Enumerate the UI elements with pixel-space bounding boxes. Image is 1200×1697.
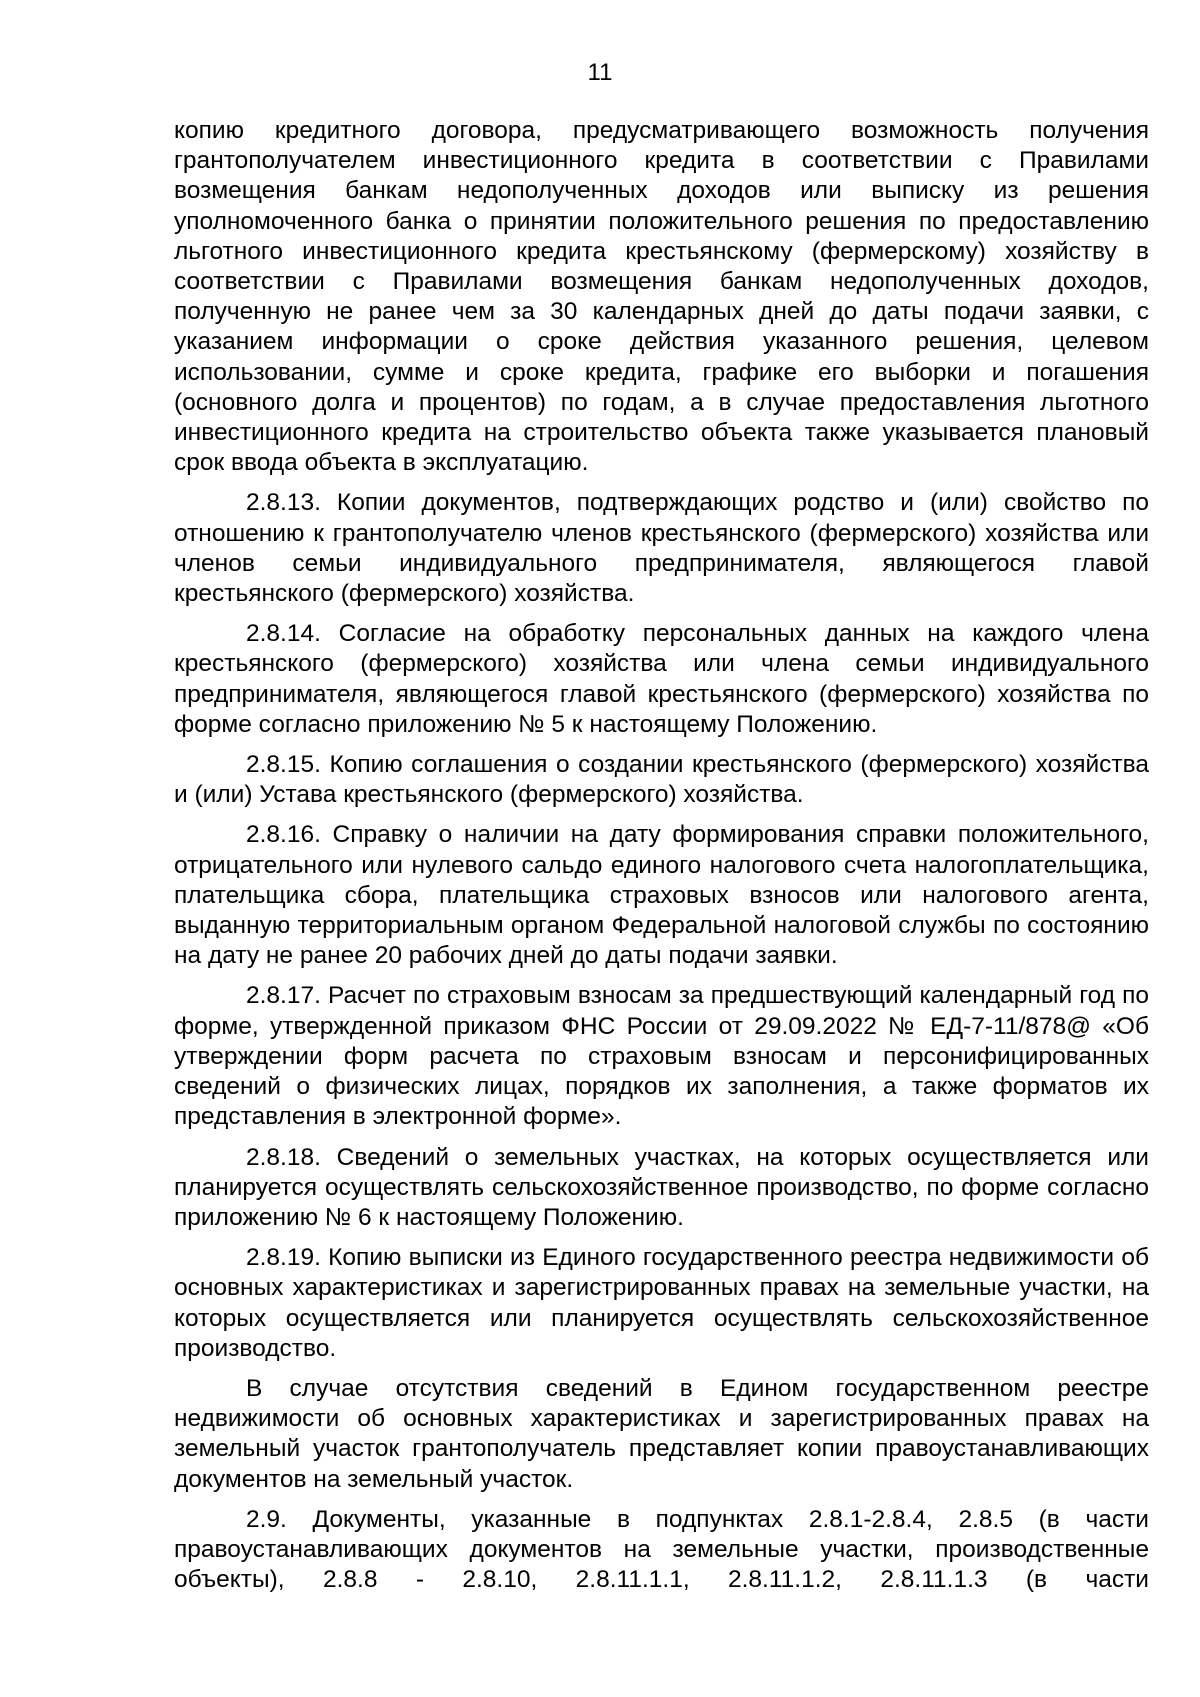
paragraph-2-8-13: 2.8.13. Копии документов, подтверждающих родство и (или) свойство по отношению к грантополучателю членов крестьянского (фермерского) хозяйства или членов семьи индивидуального предпринимателя, являющегося главой крестьянского (фермерского) хозяйства.: [174, 489, 1149, 608]
page-number: 11: [587, 59, 613, 86]
document-body: [174, 116, 1149, 1605]
paragraph-credit-agreement: копию кредитного договора, предусматривающего возможность получения грантополучателем инвестиционного кредита в соответствии с Правилами возмещения банкам недополученных доходов или выписку из решения уполномоченного банка о принятии положительного решения по предоставлению льготного инвестиционного кредита крестьянскому (фермерскому) хозяйству в соответствии с Правилами возмещения банкам недополученных доходов, полученную не ранее чем за 30 календарных дней до даты подачи заявки, с указанием информации о сроке действия указанного решения, целевом использовании, сумме и сроке кредита, графике его выборки и погашения (основного долга и процентов) по годам, а в случае предоставления льготного инвестиционного кредита на строительство объекта также указывается плановый срок ввода объекта в эксплуатацию.: [174, 117, 1149, 477]
paragraph-2-8-17: 2.8.17. Расчет по страховым взносам за предшествующий календарный год по форме, утвержденной приказом ФНС России от 29.09.2022 № ЕД-7-11/878@ «Об утверждении форм расчета по страховым взносам и персонифицированных сведений о физических лицах, порядков их заполнения, а также форматов их представления в электронной форме».: [174, 982, 1149, 1131]
paragraph-2-8-19: 2.8.19. Копию выписки из Единого государственного реестра недвижимости об основных характеристиках и зарегистрированных правах на земельные участки, на которых осуществляется или планируется осуществлять сельскохозяйственное производство.: [174, 1244, 1149, 1362]
paragraph-2-9: 2.9. Документы, указанные в подпунктах 2.8.1-2.8.4, 2.8.5 (в части правоустанавливающих документов на земельные участки, производственные объекты), 2.8.8 - 2.8.10, 2.8.11.1.1, 2.8.11.1.2, 2.8.11.1.3 (в части: [174, 1505, 1149, 1594]
paragraph-land-absence: В случае отсутствия сведений в Едином государственном реестре недвижимости об основных характеристиках и зарегистрированных правах на земельный участок грантополучатель представляет копии правоустанавливающих документов на земельный участок.: [174, 1374, 1149, 1493]
paragraph-2-8-15: 2.8.15. Копию соглашения о создании крестьянского (фермерского) хозяйства и (или) Устава крестьянского (фермерского) хозяйства.: [174, 751, 1149, 809]
paragraph-2-8-18: 2.8.18. Сведений о земельных участках, на которых осуществляется или планируется осуществлять сельскохозяйственное производство, по форме согласно приложению № 6 к настоящему Положению.: [174, 1143, 1149, 1231]
paragraph-2-8-16: 2.8.16. Справку о наличии на дату формирования справки положительного, отрицательного или нулевого сальдо единого налогового счета налогоплательщика, плательщика сбора, плательщика страховых взносов или налогового агента, выданную территориальным органом Федеральной налоговой службы по состоянию на дату не ранее 20 рабочих дней до даты подачи заявки.: [174, 821, 1149, 970]
paragraph-2-8-14: 2.8.14. Согласие на обработку персональных данных на каждого члена крестьянского (фермерского) хозяйства или члена семьи индивидуального предпринимателя, являющегося главой крестьянского (фермерского) хозяйства по форме согласно приложению № 5 к настоящему Положению.: [174, 620, 1149, 738]
